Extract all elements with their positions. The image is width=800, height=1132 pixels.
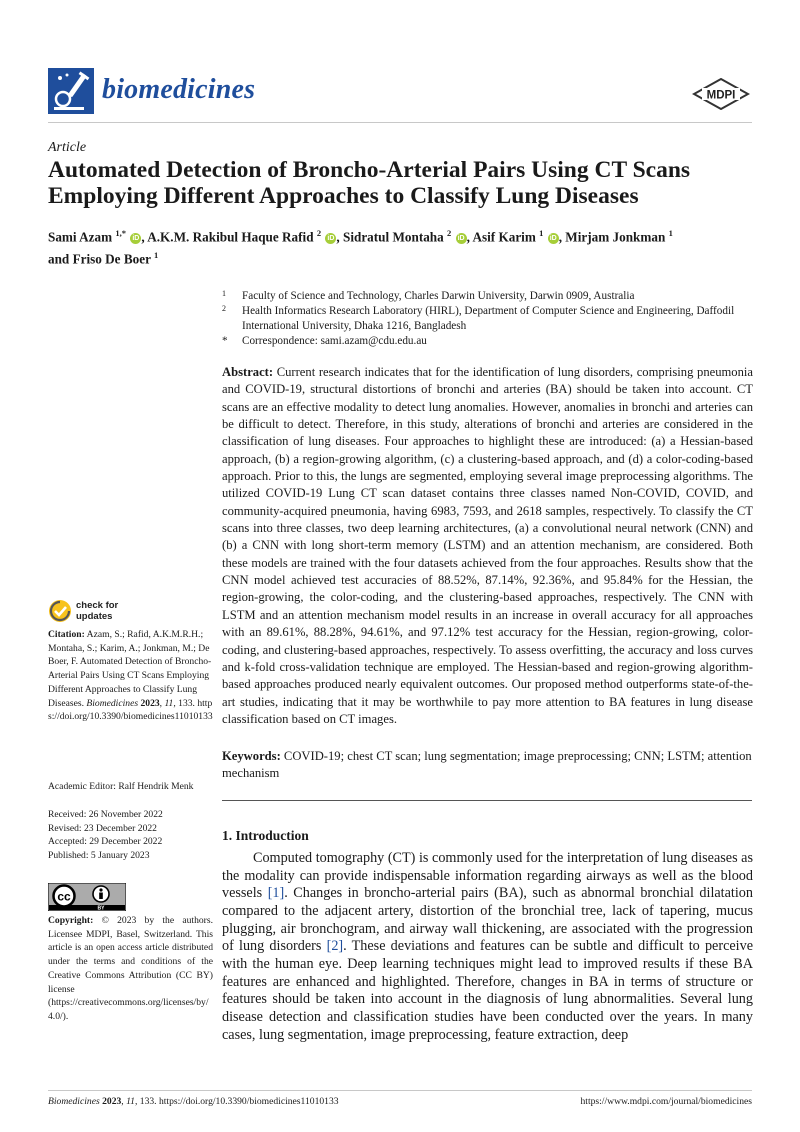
citation-pages: 133. xyxy=(178,697,195,709)
header-rule xyxy=(48,122,752,123)
orcid-icon[interactable]: iD xyxy=(457,235,465,243)
publication-dates xyxy=(48,808,213,863)
affiliations xyxy=(222,289,752,349)
check-updates-text xyxy=(76,600,118,622)
academic-editor: Academic Editor: Ralf Hendrik Menk xyxy=(48,781,194,792)
affiliation-number: 1 xyxy=(222,289,226,298)
citation-label: Citation: xyxy=(48,629,85,640)
by-text: BY xyxy=(97,905,105,911)
article-type: Article xyxy=(48,140,87,155)
affiliation-number: 2 xyxy=(222,304,226,313)
correspondence-text: Correspondence: sami.azam@cdu.edu.au xyxy=(242,335,427,347)
footer-rule xyxy=(48,1090,752,1091)
intro-paragraph xyxy=(222,850,753,1044)
check-updates-line1: check for xyxy=(76,600,119,611)
intro-text: Computed tomography (CT) is commonly used for the interpretation of lung diseases as the modality can provide indispensable information regarding airways as well as the blood vessels xyxy=(222,850,753,902)
orcid-icon[interactable]: iD xyxy=(132,235,140,243)
footer-journal: Biomedicines xyxy=(48,1096,100,1107)
article-title: Automated Detection of Broncho-Arterial Pairs Using CT Scans Employing Different Approaches to Classify Lung Diseases xyxy=(48,157,691,209)
affiliation-text: Faculty of Science and Technology, Charles Darwin University, Darwin 0909, Australia xyxy=(242,290,635,302)
keywords-text: COVID-19; chest CT scan; lung segmentation; image preprocessing; CNN; LSTM; attention mechanism xyxy=(222,749,752,781)
footer-journal-url[interactable]: https://www.mdpi.com/journal/biomedicines xyxy=(580,1096,752,1107)
cc-by-license-icon[interactable] xyxy=(48,883,126,911)
reference-link[interactable]: [1] xyxy=(267,885,285,902)
orcid-icon[interactable]: iD xyxy=(327,235,335,243)
correspondence-mark: * xyxy=(222,335,228,347)
citation-journal: Biomedicines xyxy=(86,697,139,709)
author-name: Asif Karim xyxy=(472,229,536,245)
author-affiliation-mark: 2 xyxy=(316,228,322,238)
author-name: Mirjam Jonkman xyxy=(565,229,666,245)
mdpi-logo-text: MDPI xyxy=(706,89,736,102)
section-heading: 1. Introduction xyxy=(222,828,309,843)
cc-text: cc xyxy=(57,889,71,904)
date-received: Received: 26 November 2022 xyxy=(48,809,163,820)
mdpi-logo-icon xyxy=(692,78,750,110)
reference-link[interactable]: [2] xyxy=(326,938,344,955)
author-name: Sidratul Montaha xyxy=(342,229,444,245)
author-affiliation-mark: 1 xyxy=(154,250,159,261)
abstract-label: Abstract: xyxy=(222,365,274,379)
author-affiliation-mark: 1 xyxy=(539,228,544,238)
intro-text: . These deviations and features can be subtle and difficult to perceive with the human eye. Deep learning techniques might lead to improved results if these BA features are enhanced and highlighted. Therefore, changes in BA in terms of structure or features should be taken into account in the diagnosis of lung abnormalities. Several lung disease detection and classification studies have been conducted over the years. In many cases, lung segmentation, image preprocessing, feature extraction, deep xyxy=(222,938,753,1043)
footer-volume: 11 xyxy=(126,1096,135,1107)
keywords-label: Keywords: xyxy=(222,749,281,763)
footer-citation: Biomedicines 2023, 11, 133. https://doi.org/10.3390/biomedicines11010133 xyxy=(48,1096,339,1107)
date-published: Published: 5 January 2023 xyxy=(48,850,150,862)
introduction-body xyxy=(222,850,753,1044)
date-revised: Revised: 23 December 2022 xyxy=(48,822,157,834)
citation-doi-link[interactable]: https://doi.org/10.3390/biomedicines11010133 xyxy=(48,697,213,723)
affiliation-item xyxy=(222,304,752,334)
date-accepted: Accepted: 29 December 2022 xyxy=(48,836,163,848)
citation-volume: 11 xyxy=(164,697,174,709)
citation-year: 2023 xyxy=(140,697,160,709)
check-updates-line2: updates xyxy=(76,611,113,622)
copyright-label: Copyright: xyxy=(48,915,94,926)
abstract xyxy=(222,364,753,728)
orcid-icon[interactable]: iD xyxy=(549,235,557,243)
author-affiliation-mark: 2 xyxy=(447,228,452,238)
journal-name: biomedicines xyxy=(102,74,256,105)
abstract-text: Current research indicates that for the identification of lung disorders, comprising pneumonia and COVID-19, structural distortions of bronchi and arteries (BA) should be taken into account. CT scans are an effective modality to detect lung anomalies. However, anomalies in bronchi and arteries can be difficult to detect. Therefore, in this study, alterations of bronchi and arteries are considered in the classification of lung diseases. Four approaches to highlight these are introduced: (a) a Hessian-based approach, (b) a region-growing algorithm, (c) a clustering-based approach, and (d) a color-coding-based approach. Prior to this, the lungs are segmented, employing several image preprocessing algorithms. The utilized COVID-19 Lung CT scan dataset contains three classes named Non-COVID, COVID, and community-acquired pneumonia, having 6983, 7593, and 2618 samples, respectively. To classify the CT scans into three classes, two deep learning architectures, (a) a convolutional neural network (CNN) and (b) a CNN with long short-term memory (LSTM) and an attention mechanism, are considered. Both these models are trained with the four datasets achieved from the four approaches. Results show that the CNN model achieved test accuracies of 88.52%, 87.14%, 92.36%, and 95.84% for the Hessian, the region-growing, the color-coding, and the clustering-based approaches, respectively. The CNN with LSTM and an attention mechanism model results in an increase in overall accuracy for all approaches with an 89.61%, 88.28%, 94.61%, and 97.12% test accuracy for the Hessian, region-growing, color-coding, and clustering-based approaches, respectively. To assess overfitting, the accuracy and loss curves and k-fold cross-validation technique are employed. The Hessian-based and region-growing algorithm-based approaches produced nearly equivalent outcomes. Our proposed method outperforms state-of-the-art studies, indicating that it may be worthwhile to pay more attention to BA features in lung disease classification based on CT images. xyxy=(222,365,753,726)
check-for-updates-button[interactable] xyxy=(48,599,168,623)
affiliation-item xyxy=(222,289,752,304)
author-affiliation-mark: 1 xyxy=(668,228,673,238)
footer-year: 2023 xyxy=(102,1096,122,1107)
section-divider xyxy=(222,800,752,801)
copyright-text: © 2023 by the authors. Licensee MDPI, Basel, Switzerland. This article is an open access article distributed under the terms and conditions of the Creative Commons Attribution (CC BY) license (https://creativecommons.org/licenses/by/4.0/). xyxy=(48,915,213,1022)
citation: Citation: Azam, S.; Rafid, A.K.M.R.H.; Montaha, S.; Karim, A.; Jonkman, M.; De Boer, F. Automated Detection of Broncho-Arterial Pairs Using CT Scans Employing Different Approaches to Classify Lung Diseases. Biomedicines 2023, 11, 133. https://doi.org/10.3390/biomedicines11010133 xyxy=(48,629,213,723)
footer-pages-doi[interactable]: , 133. https://doi.org/10.3390/biomedicines11010133 xyxy=(134,1096,339,1107)
author-name: Sami Azam xyxy=(48,229,113,245)
check-updates-icon xyxy=(48,599,72,623)
intro-text: . Changes in broncho-arterial pairs (BA), such as abnormal bronchial dilatation compared to the adjacent artery, distortion of the bronchial tree, lack of tapering, mucus plugging, air bronchogram, and airway wall thickening, are associated with the progression of lung disorders xyxy=(222,885,753,955)
affiliation-text: Health Informatics Research Laboratory (HIRL), Department of Computer Science and Engineering, Daffodil International University, Dhaka 1216, Bangladesh xyxy=(242,305,735,332)
author-name: Friso De Boer xyxy=(72,251,151,267)
keywords xyxy=(222,748,753,783)
correspondence xyxy=(222,334,752,349)
copyright-notice xyxy=(48,914,213,1024)
author-list: Sami Azam $^{1,*}$ iD , A.K.M. Rakibul Haque Rafid $^2$ iD , Sidratul Montaha $^2$ iD , Asif Karim $^1$ iD , Mirjam Jonkman $^1$ and Friso De Boer $^1$ xyxy=(48,228,673,267)
journal-logo-icon xyxy=(48,68,94,114)
citation-text: Azam, S.; Rafid, A.K.M.R.H.; Montaha, S.; Karim, A.; Jonkman, M.; De Boer, F. Automated Detection of Broncho-Arterial Pairs Using CT Scans Employing Different Approaches to Classify Lung Diseases. xyxy=(48,629,212,709)
author-name: A.K.M. Rakibul Haque Rafid xyxy=(147,229,314,245)
author-affiliation-mark: 1,* xyxy=(115,228,127,238)
